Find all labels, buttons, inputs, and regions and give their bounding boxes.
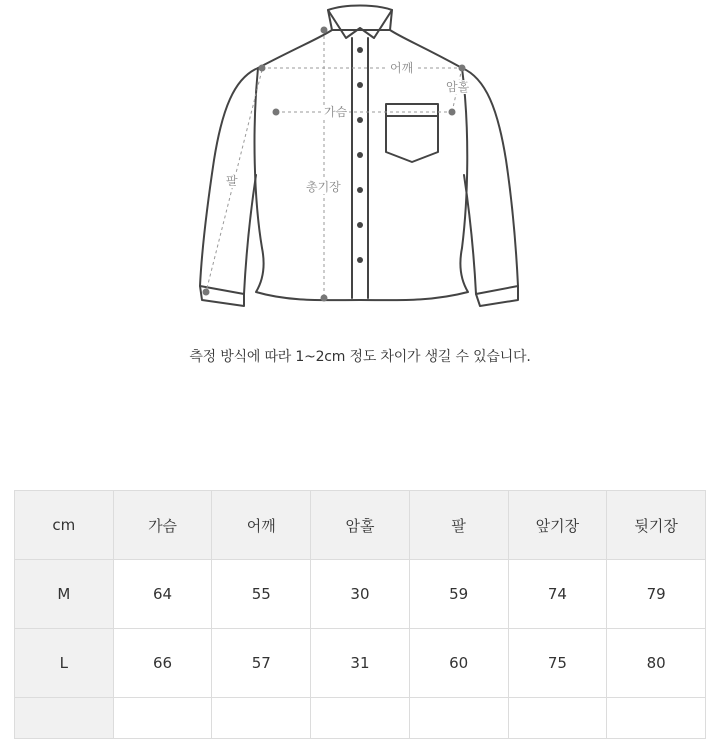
table-row <box>15 629 706 698</box>
header-chest: 가슴 <box>113 491 212 560</box>
table-cell-empty <box>409 698 508 739</box>
shirt-measurement-diagram <box>0 0 720 320</box>
table-cell: 30 <box>311 560 410 629</box>
size-label: L <box>15 629 114 698</box>
label-sleeve: 팔 <box>226 174 238 188</box>
size-label: M <box>15 560 114 629</box>
table-cell: 74 <box>508 560 607 629</box>
header-front-length: 앞기장 <box>508 491 607 560</box>
table-cell: 55 <box>212 560 311 629</box>
size-table <box>14 490 706 739</box>
label-armhole: 암홀 <box>446 80 470 94</box>
table-row-partial <box>15 698 706 739</box>
table-cell: 57 <box>212 629 311 698</box>
size-label-empty <box>15 698 114 739</box>
table-cell: 31 <box>311 629 410 698</box>
table-cell: 64 <box>113 560 212 629</box>
header-unit: cm <box>15 491 114 560</box>
table-cell: 59 <box>409 560 508 629</box>
table-cell: 66 <box>113 629 212 698</box>
table-row <box>15 560 706 629</box>
label-shoulder: 어깨 <box>390 61 414 75</box>
measurement-note: 측정 방식에 따라 1~2cm 정도 차이가 생길 수 있습니다. <box>189 349 531 365</box>
table-cell: 75 <box>508 629 607 698</box>
label-total-length: 총기장 <box>306 180 341 194</box>
header-shoulder: 어깨 <box>212 491 311 560</box>
table-cell-empty <box>508 698 607 739</box>
table-cell: 80 <box>607 629 706 698</box>
shirt-illustration <box>0 0 720 320</box>
table-cell-empty <box>212 698 311 739</box>
table-cell-empty <box>311 698 410 739</box>
table-cell-empty <box>607 698 706 739</box>
header-sleeve: 팔 <box>409 491 508 560</box>
header-armhole: 암홀 <box>311 491 410 560</box>
label-chest: 가슴 <box>324 105 348 119</box>
table-cell-empty <box>113 698 212 739</box>
table-cell: 79 <box>607 560 706 629</box>
table-cell: 60 <box>409 629 508 698</box>
table-header-row <box>15 491 706 560</box>
header-back-length: 뒷기장 <box>607 491 706 560</box>
